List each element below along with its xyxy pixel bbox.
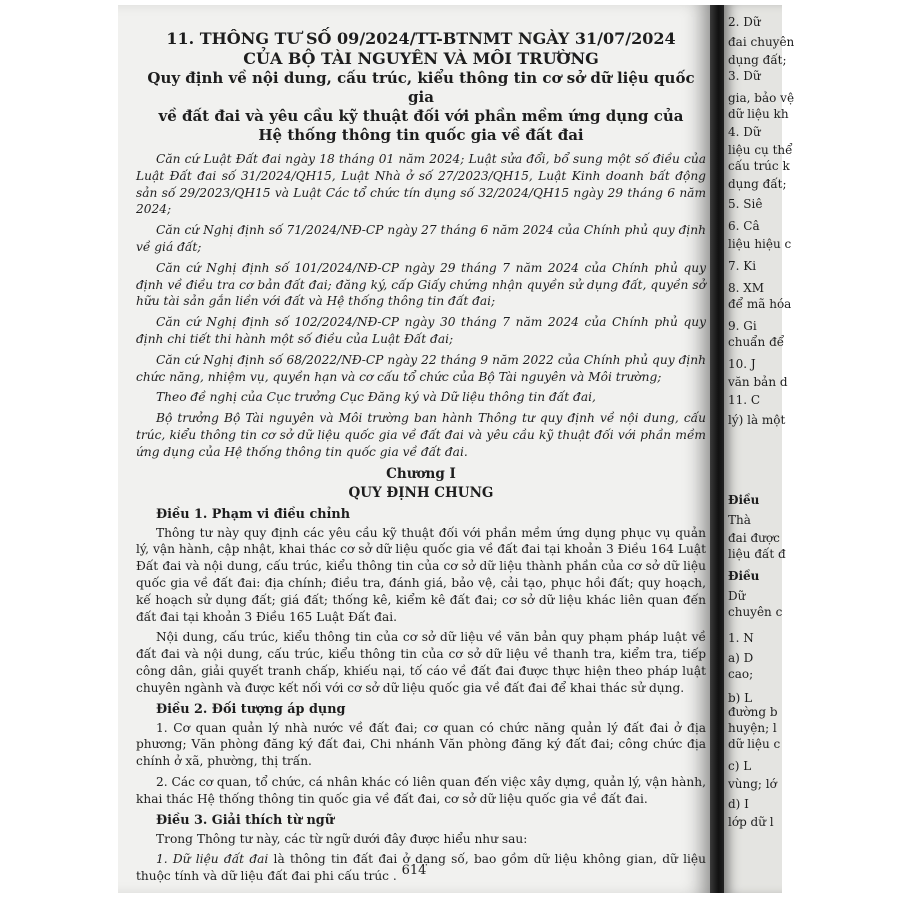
right-page-line: dữ liệu kh xyxy=(728,107,789,121)
right-page-line: a) D xyxy=(728,651,754,665)
document-title-line2: CỦA BỘ TÀI NGUYÊN VÀ MÔI TRƯỜNG xyxy=(243,49,599,68)
right-page-line: để mã hóa xyxy=(728,297,792,311)
right-page-line: cấu trúc k xyxy=(728,159,790,173)
page-number: 614 xyxy=(401,863,427,878)
right-page-line: 5. Siê xyxy=(728,197,763,211)
article-2-heading: Điều 2. Đối tượng áp dụng xyxy=(156,701,346,717)
right-page-line: Điều xyxy=(728,569,760,583)
chapter-number: Chương I xyxy=(386,465,456,482)
legal-bases xyxy=(136,151,706,461)
right-page-line: d) I xyxy=(728,797,749,811)
page-content xyxy=(136,29,706,889)
book-photo xyxy=(118,5,795,893)
chapter-title: QUY ĐỊNH CHUNG xyxy=(348,484,494,501)
legal-basis-5: Căn cứ Nghị định số 68/2022/NĐ-CP ngày 22 tháng 9 năm 2022 của Chính phủ quy định chức năng, nhiệm vụ, quyền hạn và cơ cấu tổ chức của Bộ Tài nguyên và Môi trường; xyxy=(136,352,706,384)
right-page-line: dữ liệu c xyxy=(728,737,781,751)
right-page-line: gia, bảo vệ xyxy=(728,91,795,105)
legal-basis-1: Căn cứ Luật Đất đai ngày 18 tháng 01 năm 2024; Luật sửa đổi, bổ sung một số điều của Luật Đất đai số 31/2024/QH15, Luật Nhà ở số 27/2023/QH15, Luật Kinh doanh bất động sản số 29/2023/QH15 và Luật Các tổ chức tín dụng số 32/2024/QH15 ngày 29 tháng 6 năm 2024; xyxy=(136,152,706,217)
right-page-line: 11. C xyxy=(728,393,761,407)
right-page-line: 10. J xyxy=(728,357,756,371)
right-page-line: đai chuyên xyxy=(728,35,795,49)
right-page-line: 7. Ki xyxy=(728,259,757,273)
right-page-line: cao; xyxy=(728,667,754,681)
right-page-line: lớp dữ l xyxy=(728,815,774,829)
legal-basis-2: Căn cứ Nghị định số 71/2024/NĐ-CP ngày 27 tháng 6 năm 2024 của Chính phủ quy định về giá đất; xyxy=(136,223,706,254)
document-subtitle-line1: Quy định về nội dung, cấu trúc, kiểu thông tin cơ sở dữ liệu quốc gia xyxy=(147,69,695,106)
legal-basis-7: Bộ trưởng Bộ Tài nguyên và Môi trường ban hành Thông tư quy định về nội dung, cấu trúc, kiểu thông tin cơ sở dữ liệu quốc gia về đất đai và yêu cầu kỹ thuật đối với phần mềm ứng dụng của Hệ thống thông tin quốc gia về đất đai. xyxy=(136,411,706,459)
book-gutter xyxy=(710,5,724,893)
document-title-line1: 11. THÔNG TƯ SỐ 09/2024/TT-BTNMT NGÀY 31/07/2024 xyxy=(166,29,676,48)
article-3-paragraph-1: Trong Thông tư này, các từ ngữ dưới đây được hiểu như sau: xyxy=(156,831,528,846)
right-page-line: dụng đất; xyxy=(728,177,787,191)
right-page-line: liệu cụ thể xyxy=(728,143,793,157)
article-2-paragraph-2: 2. Các cơ quan, tổ chức, cá nhân khác có liên quan đến việc xây dựng, quản lý, vận hành, khai thác Hệ thống thông tin quốc gia về đất đai, cơ sở dữ liệu quốc gia về đất đai. xyxy=(136,774,706,806)
right-page-line: 3. Dữ xyxy=(728,69,761,83)
legal-basis-4: Căn cứ Nghị định số 102/2024/NĐ-CP ngày 30 tháng 7 năm 2024 của Chính phủ quy định chi tiết thi hành một số điều của Luật Đất đai; xyxy=(136,315,706,346)
right-page-line: 1. N xyxy=(728,631,754,645)
right-page-line: huyện; l xyxy=(728,721,777,735)
right-page-line: c) L xyxy=(728,759,752,773)
right-page-line: Thà xyxy=(728,513,751,527)
right-page-line: đường b xyxy=(728,705,778,719)
right-page-line: b) L xyxy=(728,691,753,705)
right-page-line: chuẩn để xyxy=(728,335,785,349)
right-page-line: liệu hiệu c xyxy=(728,237,792,251)
legal-basis-6: Theo đề nghị của Cục trưởng Cục Đăng ký và Dữ liệu thông tin đất đai, xyxy=(156,390,596,405)
right-page-line: đai được xyxy=(728,531,780,545)
document-subtitle-line3: Hệ thống thông tin quốc gia về đất đai xyxy=(258,126,584,144)
right-page-line: 6. Câ xyxy=(728,219,760,233)
article-1-paragraph-1: Thông tư này quy định các yêu cầu kỹ thuật đối với phần mềm ứng dụng phục vụ quản lý, vận hành, cập nhật, khai thác cơ sở dữ liệu quốc gia về đất đai tại khoản 3 Điều 164 Luật Đất đai và nội dung, cấu trúc, kiểu thông tin của cơ sở dữ liệu thành phần của cơ sở dữ liệu quốc gia về đất đai: địa chính; điều tra, đánh giá, bảo vệ, cải tạo, phục hồi đất; quy hoạch, kế hoạch sử dụng đất; giá đất; thống kê, kiểm kê đất đai; cơ sở dữ liệu khác liên quan đến đất đai tại khoản 3 Điều 165 Luật Đất đai. xyxy=(136,525,706,624)
right-page-line: liệu đất đ xyxy=(728,547,786,561)
right-page-line: 2. Dữ xyxy=(728,15,761,29)
definition-text: là thông tin đất đai ở dạng số, bao gồm dữ liệu không gian, dữ liệu thuộc tính và dữ liệu đất đai phi cấu trúc . xyxy=(136,852,706,884)
right-page-line: lý) là một xyxy=(728,413,786,427)
article-2-paragraph-1: 1. Cơ quan quản lý nhà nước về đất đai; cơ quan có chức năng quản lý đất đai ở địa phương; Văn phòng đăng ký đất đai, Chi nhánh Văn phòng đăng ký đất đai; công chức địa chính ở xã, phường, thị trấn. xyxy=(136,720,706,769)
right-page-line: Dữ xyxy=(728,589,746,603)
defined-term: 1. Dữ liệu đất đai xyxy=(156,852,269,867)
right-page-line: chuyên c xyxy=(728,605,783,619)
legal-basis-3: Căn cứ Nghị định số 101/2024/NĐ-CP ngày 29 tháng 7 năm 2024 của Chính phủ quy định về điều tra cơ bản đất đai; đăng ký, cấp Giấy chứng nhận quyền sử dụng đất, quyền sở hữu tài sản gắn liền với đất và Hệ thống thông tin đất đai; xyxy=(136,260,706,309)
right-page-line: Điều xyxy=(728,493,760,507)
right-page-line: 9. Gi xyxy=(728,319,757,333)
left-page xyxy=(118,5,710,893)
right-page-line: văn bản d xyxy=(728,375,788,389)
right-page-line: 4. Dữ xyxy=(728,125,761,139)
right-page-edge xyxy=(724,5,795,893)
right-page-line: vùng; lớ xyxy=(728,777,777,791)
article-3-heading: Điều 3. Giải thích từ ngữ xyxy=(156,812,335,828)
article-1-heading: Điều 1. Phạm vi điều chỉnh xyxy=(156,506,351,522)
document-subtitle-line2: về đất đai và yêu cầu kỹ thuật đối với phần mềm ứng dụng của xyxy=(158,107,684,125)
right-page-line: dụng đất; xyxy=(728,53,787,67)
right-page-line: 8. XM xyxy=(728,281,765,295)
article-1-paragraph-2: Nội dung, cấu trúc, kiểu thông tin của cơ sở dữ liệu về văn bản quy phạm pháp luật về đất đai và nội dung, cấu trúc, kiểu thông tin của cơ sở dữ liệu về thanh tra, kiểm tra, tiếp công dân, giải quyết tranh chấp, khiếu nại, tố cáo về đất đai được thực hiện theo pháp luật chuyên ngành và được kết nối với cơ sở dữ liệu quốc gia về đất đai để khai thác sử dụng. xyxy=(136,630,706,695)
